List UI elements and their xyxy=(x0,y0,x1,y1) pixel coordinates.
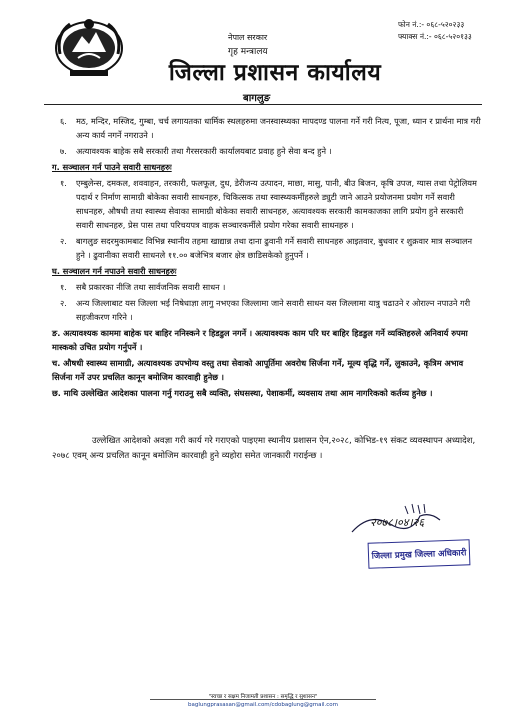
footer-motto: "स्वच्छ र सक्षम निजामती प्रशासन : समृद्धि र सुशासन" xyxy=(208,694,318,700)
item-text: सबै प्रकारका नीजि तथा सार्वजनिक सवारी साधन । xyxy=(76,282,226,292)
item-text: अत्यावश्यक बाहेक सबै सरकारी तथा गैरसरकारी कार्यालयबाट प्रवाह हुने सेवा बन्द हुने । xyxy=(76,146,332,156)
item-number: २. xyxy=(60,236,67,246)
fax-number: फ्याक्स नं.:- ०६८-५२०१३३ xyxy=(398,32,472,41)
stamp-text: जिल्ला प्रमुख जिल्ला अधिकारी xyxy=(371,547,467,562)
district-name: बागलुङ xyxy=(243,93,271,104)
official-stamp xyxy=(368,539,471,569)
directive-paragraph: ङ. अत्यावश्यक काममा बाहेक घर बाहिर ननिस्कने र हिडडुल नगर्ने । अत्यावश्यक काम परि घर बाहिर हिडडुल गर्ने व्यक्तिहरुले अनिवार्य रुपमा मास्कको उचित प्रयोग गर्नुपर्ने । xyxy=(52,328,468,352)
government-name: नेपाल सरकार xyxy=(228,33,268,42)
list-item xyxy=(52,144,482,158)
header-divider xyxy=(44,104,482,105)
section-heading-prohibited-vehicles: घ. सञ्चालन गर्न नपाउने सवारी साधनहरुः xyxy=(52,266,177,276)
list-item xyxy=(52,176,482,232)
item-text: मठ, मन्दिर, मस्जिद, गुम्बा, चर्च लगायतका धार्मिक स्थलहरुमा जनस्वास्थ्यका मापदण्ड पालना गर्ने गरी नित्य, पूजा, ध्यान र प्रार्थना मात्र गरी अन्य कार्य नगर्ने नगराउने । xyxy=(76,116,481,140)
list-item xyxy=(52,296,482,324)
item-number: २. xyxy=(60,298,67,308)
item-text: अन्य जिल्लाबाट यस जिल्ला भई निषेधाज्ञा लागु नभएका जिल्लामा जाने सवारी साधन यस जिल्लामा यात्रु चढाउने र ओराल्न नपाउने गरी सहजीकरण गरिने । xyxy=(76,298,471,322)
signature-date: २०७८।०४।२६ xyxy=(370,516,425,529)
item-text: बागलुङ सदरमुकामबाट विभिन्न स्थानीय तहमा खाद्यान्न तथा दाना ढुवानी गर्ने सवारी साधनहरु आइतवार, बुधवार र शुक्रवार मात्र सञ्चालन हुने । ढुवानीका सवारी साधनले ११.०० बजेभित्र बजार क्षेत्र छाडिसकेको हुनुपर्ने । xyxy=(76,236,473,260)
document-body xyxy=(52,114,482,402)
item-text: एम्बुलेन्स, दमकल, शववाहन, तरकारी, फलफूल, दुध, डेरीजन्य उत्पादन, माछा, मासु, पानी, बीउ बिजन, कृषि उपज, ग्यास तथा पेट्रोलियम पदार्थ र निर्माण सामाग्री बोकेका सवारी साधनहरु, चिकित्सक तथा स्वास्थ्यकर्मीहरुले ड्युटी जाने आउने प्रयोजनमा प्रयोग गर्ने सवारी साधनहरु, औषधी तथा स्वास्थ्य सेवाका सामाग्री बोकेका सवारी साधनहरु, अत्यावश्यक सरकारी कामकाजका लागि प्रयोग हुने सरकारी सवारी साधनहरु, प्रेस पास तथा परिचयपत्र वाहक सञ्चारकर्मीले प्रयोग गरेका सवारी साधनहरु । xyxy=(76,178,477,230)
footer-divider xyxy=(150,699,376,700)
footer-contact-emails: baglungprasasan@gmail.com/cdobaglung@gmail.com xyxy=(187,702,339,708)
list-item xyxy=(52,280,482,294)
item-number: ६. xyxy=(60,116,67,126)
closing-paragraph: उल्लेखित आदेशको अवज्ञा गरी कार्य गरे गराएको पाइएमा स्थानीय प्रशासन ऐन,२०२८, कोभिड-१९ संकट व्यवस्थापन अध्यादेश, २०७८ एवम् अन्य प्रचलित कानून बमोजिम कारवाही हुने व्यहोरा समेत जानकारी गराईन्छ । xyxy=(52,436,476,461)
nepal-emblem-icon xyxy=(52,14,126,78)
ministry-name: गृह मन्त्रालय xyxy=(228,47,268,57)
list-item xyxy=(52,114,482,142)
item-number: १. xyxy=(60,282,67,292)
item-number: ७. xyxy=(60,146,67,156)
section-heading-allowed-vehicles: ग. सञ्चालन गर्न पाउने सवारी साधनहरुः xyxy=(52,162,172,172)
directive-paragraph: छ. माथि उल्लेखित आदेशका पालना गर्नु गराउनु सबै व्यक्ति, संघसस्था, पेशाकर्मी, व्यवसाय तथा आम नागरिकको कर्तव्य हुनेछ । xyxy=(52,388,433,398)
directive-paragraph: च. औषधी स्वास्थ्य सामाग्री, अत्यावश्यक उपभोग्य वस्तु तथा सेवाको आपूर्तिमा अवरोध सिर्जना गर्ने, मूल्य वृद्धि गर्ने, लुकाउने, कृत्रिम अभाव सिर्जना गर्ने उपर प्रचलित कानून बमोजिम कारवाही हुनेछ । xyxy=(52,358,464,382)
phone-number: फोन नं.:- ०६८-५२०२३३ xyxy=(398,20,465,29)
list-item xyxy=(52,234,482,262)
item-number: १. xyxy=(60,178,67,188)
office-title: जिल्ला प्रशासन कार्यालय xyxy=(168,60,382,86)
